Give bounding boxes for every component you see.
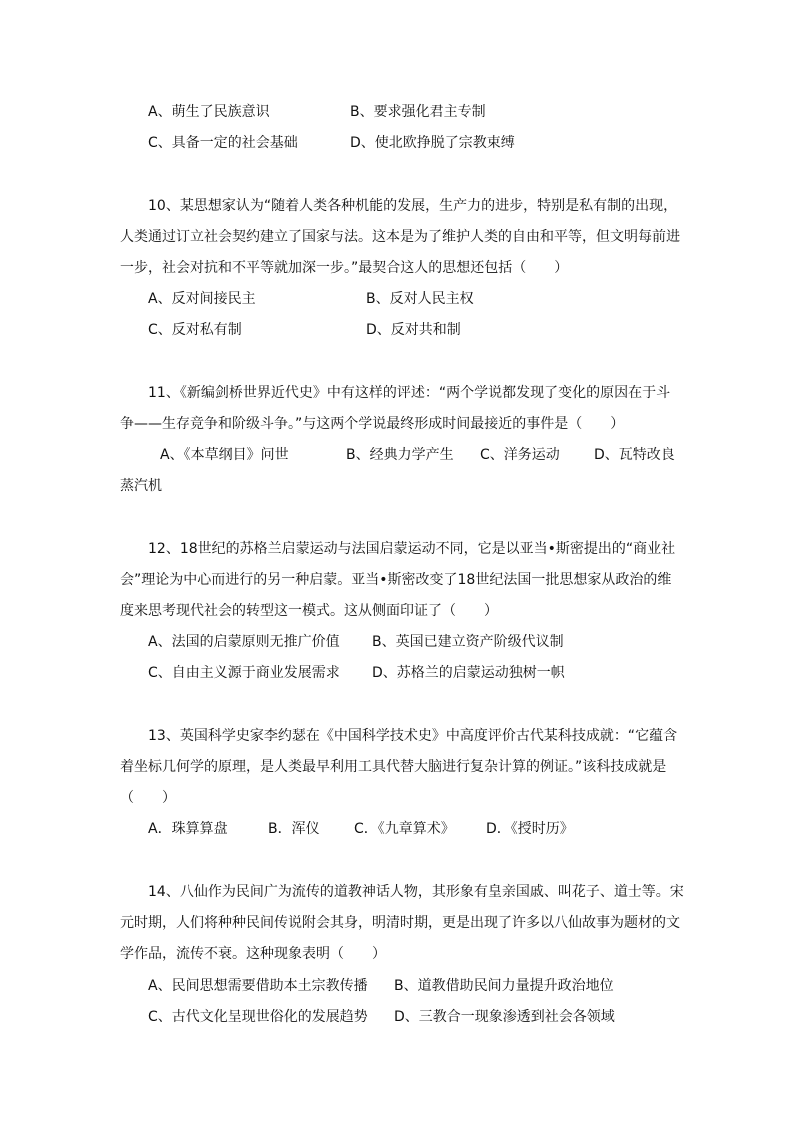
q9-option-a: A、萌生了民族意识 — [148, 104, 270, 120]
q9-option-c: C、具备一定的社会基础 — [148, 135, 298, 151]
q10-option-b: B、反对人民主权 — [366, 291, 474, 307]
q13-stem-line-1: 13、英国科学史家李约瑟在《中国科学技术史》中高度评价古代某科技成就：“它蕴含 — [148, 728, 678, 744]
q12-option-c: C、自由主义源于商业发展需求 — [148, 665, 340, 681]
q14-stem-line-2: 元时期，人们将种种民间传说附会其身，明清时期，更是出现了许多以八仙故事为题材的文 — [120, 915, 680, 931]
q14-option-d: D、三教合一现象渗透到社会各领域 — [394, 1009, 615, 1025]
q12-stem-line-2: 会”理论为中心而进行的另一种启蒙。亚当•斯密改变了18世纪法国一批思想家从政治的维 — [120, 572, 672, 588]
q12-option-a: A、法国的启蒙原则无推广价值 — [148, 634, 340, 650]
q10-option-d: D、反对共和制 — [366, 322, 461, 338]
q13-option-c: C．《九章算术》 — [354, 821, 455, 837]
q10-stem-line-1: 10、某思想家认为“随着人类各种机能的发展，生产力的进步，特别是私有制的出现， — [148, 198, 678, 214]
q13-stem-line-2: 着坐标几何学的原理，是人类最早利用工具代替大脑进行复杂计算的例证。”该科技成就是 — [120, 759, 667, 775]
q12-option-b: B、英国已建立资产阶级代议制 — [372, 634, 564, 650]
q12-stem-line-1: 12、18世纪的苏格兰启蒙运动与法国启蒙运动不同，它是以亚当•斯密提出的“商业社 — [148, 541, 676, 557]
q14-stem-line-1: 14、八仙作为民间广为流传的道教神话人物，其形象有皇亲国戚、叫花子、道士等。宋 — [148, 884, 684, 900]
q11-stem-line-1: 11、《新编剑桥世界近代史》中有这样的评述：“两个学说都发现了变化的原因在于斗 — [148, 385, 671, 401]
q13-option-a: A．珠算算盘 — [148, 821, 228, 837]
q10-option-a: A、反对间接民主 — [148, 291, 256, 307]
q11-option-d-wrap: 蒸汽机 — [120, 478, 162, 494]
q14-option-a: A、民间思想需要借助本土宗教传播 — [148, 978, 368, 994]
q14-option-c: C、古代文化呈现世俗化的发展趋势 — [148, 1009, 368, 1025]
q11-stem-line-2: 争——生存竞争和阶级斗争。”与这两个学说最终形成时间最接近的事件是（ ） — [120, 416, 625, 432]
q11-option-c: C、洋务运动 — [480, 447, 560, 463]
q13-stem-line-3: （ ） — [120, 790, 176, 806]
q10-stem-line-3: 一步，社会对抗和不平等就加深一步。”最契合这人的思想还包括（ ） — [120, 260, 569, 276]
q9-option-d: D、使北欧挣脱了宗教束缚 — [350, 135, 515, 151]
q10-option-c: C、反对私有制 — [148, 322, 242, 338]
q13-option-b: B．浑仪 — [268, 821, 320, 837]
q13-option-d: D．《授时历》 — [486, 821, 574, 837]
q12-stem-line-3: 度来思考现代社会的转型这一模式。这从侧面印证了（ ） — [120, 603, 498, 619]
q11-option-b: B、经典力学产生 — [346, 447, 454, 463]
q11-option-d: D、瓦特改良 — [594, 447, 675, 463]
q14-stem-line-3: 学作品，流传不衰。这种现象表明（ ） — [120, 946, 386, 962]
q9-option-b: B、要求强化君主专制 — [350, 104, 486, 120]
q10-stem-line-2: 人类通过订立社会契约建立了国家与法。这本是为了维护人类的自由和平等，但文明每前进 — [120, 229, 680, 245]
q14-option-b: B、道教借助民间力量提升政治地位 — [394, 978, 614, 994]
q12-option-d: D、苏格兰的启蒙运动独树一帜 — [372, 665, 565, 681]
q11-option-a: A、《本草纲目》问世 — [160, 447, 289, 463]
